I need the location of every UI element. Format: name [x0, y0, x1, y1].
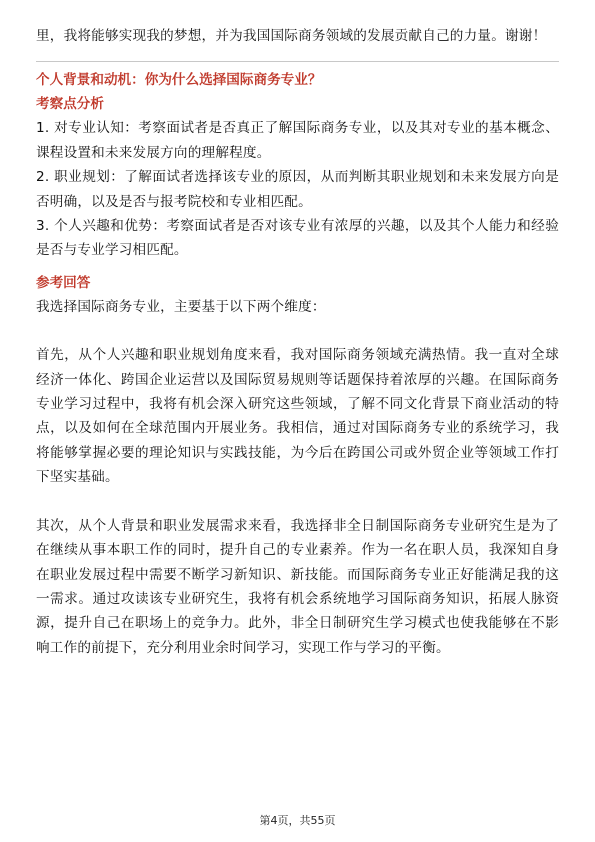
page-content — [36, 24, 559, 660]
page-number: 第4页，共55页 — [259, 814, 336, 827]
spacer — [36, 490, 559, 514]
answer-heading: 参考回答 — [36, 274, 91, 291]
analysis-item: 1. 对专业认知：考察面试者是否真正了解国际商务专业，以及其对专业的基本概念、课程设置和未来发展方向的理解程度。 — [36, 120, 559, 161]
answer-lead: 我选择国际商务专业，主要基于以下两个维度： — [36, 298, 326, 315]
spacer — [36, 263, 559, 271]
question-heading: 个人背景和动机：你为什么选择国际商务专业？ — [36, 72, 322, 89]
spacer — [36, 319, 559, 343]
analysis-item: 2. 职业规划：了解面试者选择该专业的原因，从而判断其职业规划和未来发展方向是否明确，以及是否与报考院校和专业相匹配。 — [36, 169, 559, 210]
analysis-item: 3. 个人兴趣和优势：考察面试者是否对该专业有浓厚的兴趣，以及其个人能力和经验是否与专业学习相匹配。 — [36, 218, 559, 259]
section-divider — [36, 61, 559, 62]
answer-paragraph: 其次，从个人背景和职业发展需求来看，我选择非全日制国际商务专业研究生是为了在继续从事本职工作的同时，提升自己的专业素养。作为一名在职人员，我深知自身在职业发展过程中需要不断学习新知识、新技能。而国际商务专业正好能满足我的这一需求。通过攻读该专业研究生，我将有机会系统地学习国际商务知识，拓展人脉资源，提升自己在职场上的竞争力。此外，非全日制研究生学习模式也使我能够在不影响工作的前提下，充分利用业余时间学习，实现工作与学习的平衡。 — [36, 517, 559, 656]
intro-tail-paragraph: 里，我将能够实现我的梦想，并为我国国际商务领域的发展贡献自己的力量。谢谢！ — [36, 28, 547, 44]
answer-paragraph: 首先，从个人兴趣和职业规划角度来看，我对国际商务领域充满热情。我一直对全球经济一体化、跨国企业运营以及国际贸易规则等话题保持着浓厚的兴趣。在国际商务专业学习过程中，我将有机会深入研究这些领域，了解不同文化背景下商业活动的特点，以及如何在全球范围内开展业务。我相信，通过对国际商务专业的系统学习，我将能够掌握必要的理论知识与实践技能，为今后在跨国公司或外贸企业等领域工作打下坚实基础。 — [36, 347, 559, 486]
analysis-heading: 考察点分析 — [36, 96, 104, 113]
